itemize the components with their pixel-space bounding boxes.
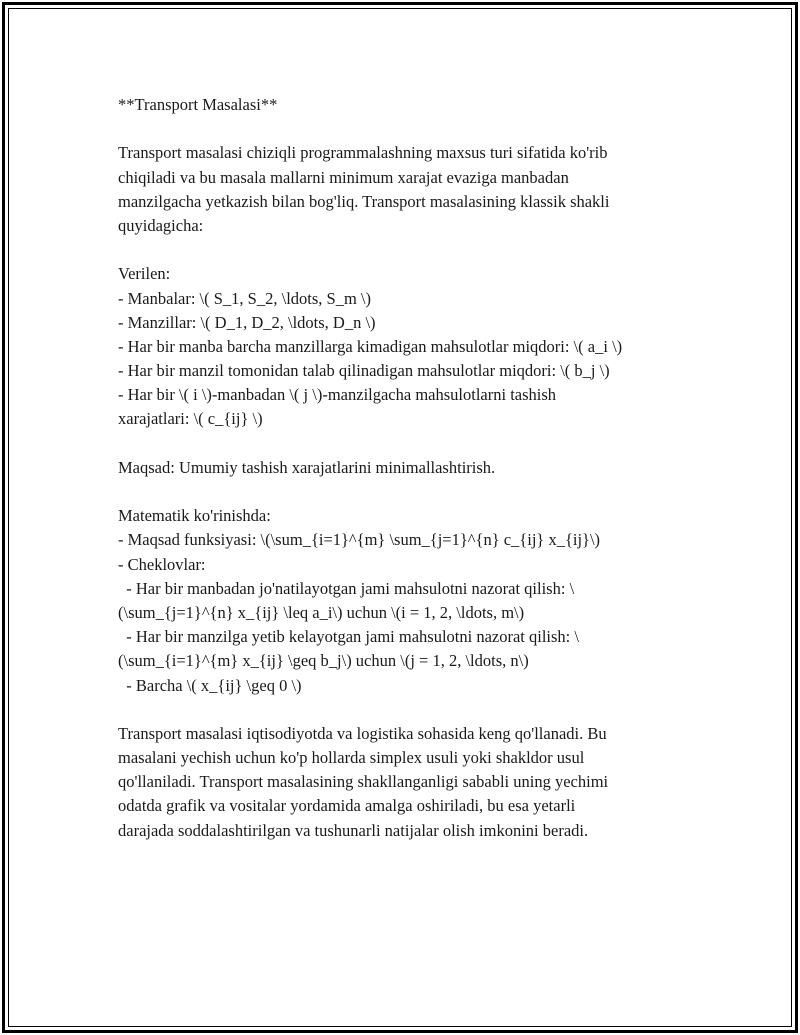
intro-line: Transport masalasi chiziqli programmalashning maxsus turi sifatida ko'rib [118,143,608,163]
given-item: - Har bir \( i \)-manbadan \( j \)-manzilgacha mahsulotlarni tashish [118,385,557,405]
conclusion-line: masalani yechish uchun ko'p hollarda simplex usuli yoki shakldor usul [118,748,585,768]
paragraph-gap [118,698,718,722]
paragraph-gap [118,432,718,456]
given-item: - Har bir manzil tomonidan talab qilinadigan mahsulotlar miqdori: \( b_j \) [118,361,610,381]
paragraph-gap [118,238,718,262]
math-item: - Cheklovlar: [118,554,206,574]
conclusion-line: odatda grafik va vositalar yordamida amalga oshiriladi, bu esa yetarli [118,796,576,816]
document-body [118,93,718,843]
math-item: - Har bir manbadan jo'natilayotgan jami mahsulotni nazorat qilish: \ [118,578,575,598]
given-heading: Verilen: [118,264,171,284]
math-heading: Matematik ko'rinishda: [118,506,271,526]
intro-line: manzilgacha yetkazish bilan bog'liq. Transport masalasining klassik shakli [118,191,610,211]
given-item: - Manbalar: \( S_1, S_2, \ldots, S_m \) [118,288,371,308]
math-item: (\sum_{i=1}^{m} x_{ij} \geq b_j\) uchun \(j = 1, 2, \ldots, n\) [118,651,529,671]
intro-line: chiqiladi va bu masala mallarni minimum xarajat evaziga manbadan [118,167,569,187]
given-item: xarajatlari: \( c_{ij} \) [118,409,263,429]
math-item: (\sum_{j=1}^{n} x_{ij} \leq a_i\) uchun \(i = 1, 2, \ldots, m\) [118,602,525,622]
given-item: - Har bir manba barcha manzillarga kimadigan mahsulotlar miqdori: \( a_i \) [118,336,623,356]
intro-paragraph [118,141,718,238]
given-item: - Manzillar: \( D_1, D_2, \ldots, D_n \) [118,312,376,332]
conclusion-paragraph [118,722,718,843]
intro-line: quyidagicha: [118,215,204,235]
conclusion-line: Transport masalasi iqtisodiyotda va logistika sohasida keng qo'llanadi. Bu [118,723,607,743]
math-section [118,504,718,698]
given-section [118,262,718,431]
paragraph-gap [118,117,718,141]
document-title: **Transport Masalasi** [118,95,278,114]
paragraph-gap [118,480,718,504]
goal-statement: Maqsad: Umumiy tashish xarajatlarini minimallashtirish. [118,457,496,477]
math-item: - Har bir manzilga yetib kelayotgan jami mahsulotni nazorat qilish: \ [118,627,579,647]
math-item: - Barcha \( x_{ij} \geq 0 \) [118,675,302,695]
conclusion-line: qo'llaniladi. Transport masalasining shakllanganligi sababli uning yechimi [118,772,609,792]
math-item: - Maqsad funksiyasi: \(\sum_{i=1}^{m} \sum_{j=1}^{n} c_{ij} x_{ij}\) [118,530,601,550]
conclusion-line: darajada soddalashtirilgan va tushunarli natijalar olish imkonini beradi. [118,820,589,840]
